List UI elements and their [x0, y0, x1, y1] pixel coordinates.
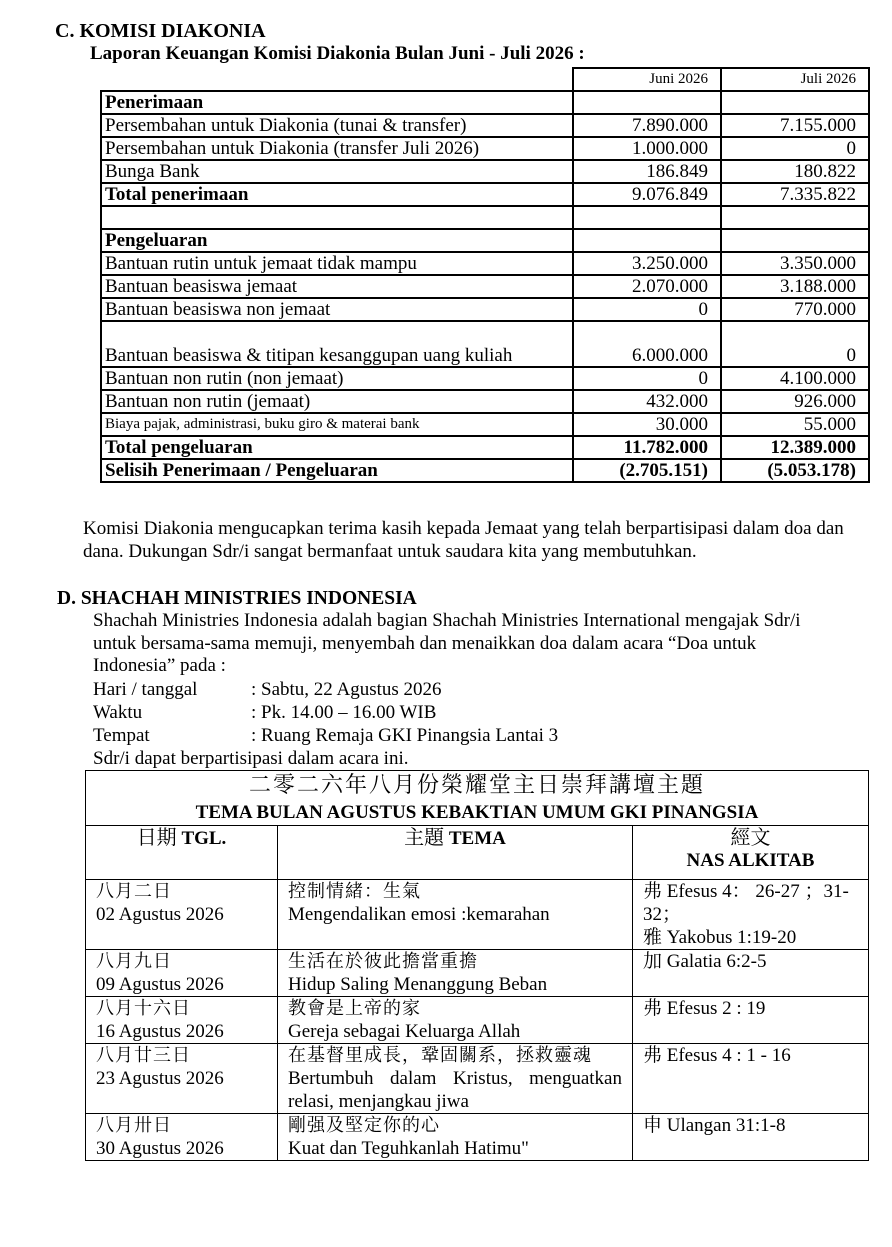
row-label: Total penerimaan — [101, 183, 573, 206]
finance-table — [100, 67, 870, 483]
finance-row — [101, 252, 869, 275]
tema-theme-cell — [278, 1044, 633, 1114]
row-juli: 0 — [721, 137, 869, 160]
row-label: Bantuan rutin untuk jemaat tidak mampu — [101, 252, 573, 275]
row-label: Persembahan untuk Diakonia (transfer Juli 2026) — [101, 137, 573, 160]
row-juli: 55.000 — [721, 413, 869, 436]
theme-id: Bertumbuh dalam Kristus, menguatkan relasi, menjangkau jiwa — [288, 1068, 622, 1112]
tema-theme-cell — [278, 1114, 633, 1161]
header-theme-cn: 主題 — [404, 825, 445, 849]
row-label: Bantuan beasiswa non jemaat — [101, 298, 573, 321]
row-juni: 11.782.000 — [573, 436, 721, 459]
finance-total-row — [101, 436, 869, 459]
date-cn: 八月卅日 — [96, 1115, 172, 1136]
detail-key: Tempat — [93, 725, 150, 746]
theme-id: Gereja sebagai Keluarga Allah — [288, 1021, 521, 1042]
row-juni: 6.000.000 — [573, 321, 721, 367]
date-id: 30 Agustus 2026 — [96, 1138, 224, 1159]
row-juli: 12.389.000 — [721, 436, 869, 459]
header-text-cn: 經文 — [730, 825, 771, 849]
finance-row — [101, 160, 869, 183]
nas-line: 加 Galatia 6:2-5 — [643, 951, 767, 972]
row-juni: 2.070.000 — [573, 275, 721, 298]
row-label — [101, 206, 573, 229]
theme-cn: 教會是上帝的家 — [288, 998, 421, 1019]
row-juni — [573, 91, 721, 114]
tema-theme-cell — [278, 950, 633, 997]
row-juli: 4.100.000 — [721, 367, 869, 390]
row-label: Bantuan beasiswa & titipan kesanggupan uang kuliah — [101, 321, 573, 367]
col-header-juli: Juli 2026 — [721, 68, 869, 91]
tema-theme-cell — [278, 880, 633, 950]
row-juli: 3.350.000 — [721, 252, 869, 275]
tema-title-chinese: 二零二六年八月份榮耀堂主日崇拜講壇主題 — [249, 773, 706, 798]
finance-difference-row — [101, 459, 869, 482]
nas-line: 弗 Efesus 4 : 1 - 16 — [643, 1045, 791, 1066]
date-id: 23 Agustus 2026 — [96, 1068, 224, 1089]
finance-row — [101, 275, 869, 298]
date-id: 16 Agustus 2026 — [96, 1021, 224, 1042]
row-juli: (5.053.178) — [721, 459, 869, 482]
row-label: Persembahan untuk Diakonia (tunai & transfer) — [101, 114, 573, 137]
sermon-theme-table — [85, 770, 869, 1161]
finance-row — [101, 137, 869, 160]
header-date — [86, 826, 278, 880]
row-juni: 0 — [573, 367, 721, 390]
row-juli — [721, 206, 869, 229]
detail-key: Waktu — [93, 702, 143, 723]
row-juni: 186.849 — [573, 160, 721, 183]
tema-nas-cell — [633, 1044, 869, 1114]
date-cn: 八月廿三日 — [96, 1045, 191, 1066]
date-cn: 八月二日 — [96, 881, 172, 902]
tema-row — [86, 1044, 869, 1114]
theme-cn: 剛强及堅定你的心 — [288, 1115, 440, 1136]
row-label: Bunga Bank — [101, 160, 573, 183]
shachah-closing: Sdr/i dapat berpartisipasi dalam acara ini. — [93, 748, 409, 769]
row-label: Pengeluaran — [101, 229, 573, 252]
tema-date-cell — [86, 880, 278, 950]
row-juni: 432.000 — [573, 390, 721, 413]
tema-row — [86, 880, 869, 950]
row-juli: 926.000 — [721, 390, 869, 413]
theme-cn: 控制情緒：生氣 — [288, 881, 421, 902]
date-id: 09 Agustus 2026 — [96, 974, 224, 995]
row-juni: (2.705.151) — [573, 459, 721, 482]
row-label: Bantuan non rutin (jemaat) — [101, 390, 573, 413]
tema-nas-cell — [633, 880, 869, 950]
nas-line: 弗 Efesus 2 : 19 — [643, 998, 766, 1019]
header-theme-id: TEMA — [448, 828, 506, 849]
tema-row — [86, 1114, 869, 1161]
tema-date-cell — [86, 1114, 278, 1161]
nas-line: 申 Ulangan 31:1-8 — [643, 1115, 786, 1136]
finance-row — [101, 390, 869, 413]
row-juli: 7.155.000 — [721, 114, 869, 137]
row-juli: 770.000 — [721, 298, 869, 321]
finance-row — [101, 114, 869, 137]
row-label: Biaya pajak, administrasi, buku giro & materai bank — [101, 413, 573, 436]
section-c-heading: C. KOMISI DIAKONIA — [55, 20, 266, 42]
tema-row — [86, 997, 869, 1044]
detail-value: : Pk. 14.00 – 16.00 WIB — [251, 702, 437, 723]
tema-title-row — [86, 771, 869, 826]
theme-cn: 在基督里成長，鞏固關系，拯救靈魂 — [288, 1045, 592, 1066]
tema-date-cell — [86, 997, 278, 1044]
date-cn: 八月九日 — [96, 951, 172, 972]
row-juli: 180.822 — [721, 160, 869, 183]
tema-date-cell — [86, 1044, 278, 1114]
row-juni — [573, 229, 721, 252]
row-juli — [721, 91, 869, 114]
tema-header-row — [86, 826, 869, 880]
theme-id: Mengendalikan emosi :kemarahan — [288, 904, 550, 925]
col-header-juni: Juni 2026 — [573, 68, 721, 91]
finance-row — [101, 298, 869, 321]
detail-value: : Ruang Remaja GKI Pinangsia Lantai 3 — [251, 725, 559, 746]
finance-total-row — [101, 183, 869, 206]
finance-report-title: Laporan Keuangan Komisi Diakonia Bulan Juni - Juli 2026 : — [90, 43, 585, 64]
tema-nas-cell — [633, 1114, 869, 1161]
finance-row — [101, 413, 869, 436]
tema-date-cell — [86, 950, 278, 997]
finance-row — [101, 229, 869, 252]
finance-empty-row — [101, 206, 869, 229]
row-juli: 7.335.822 — [721, 183, 869, 206]
row-juli — [721, 229, 869, 252]
tema-theme-cell — [278, 997, 633, 1044]
theme-id: Kuat dan Teguhkanlah Hatimu" — [288, 1138, 529, 1159]
header-theme — [278, 826, 633, 880]
detail-value: : Sabtu, 22 Agustus 2026 — [251, 679, 442, 700]
tema-nas-cell — [633, 950, 869, 997]
header-text — [633, 826, 869, 880]
tema-title-indonesian: TEMA BULAN AGUSTUS KEBAKTIAN UMUM GKI PINANGSIA — [195, 802, 759, 823]
row-label: Penerimaan — [101, 91, 573, 114]
section-d-heading: D. SHACHAH MINISTRIES INDONESIA — [57, 588, 417, 609]
finance-row — [101, 321, 869, 367]
row-label: Bantuan beasiswa jemaat — [101, 275, 573, 298]
row-juni: 0 — [573, 298, 721, 321]
finance-header-row — [101, 68, 869, 91]
finance-row — [101, 91, 869, 114]
header-text-id: NAS ALKITAB — [686, 850, 815, 871]
detail-key: Hari / tanggal — [93, 679, 198, 700]
finance-row — [101, 367, 869, 390]
row-label: Bantuan non rutin (non jemaat) — [101, 367, 573, 390]
row-juni: 3.250.000 — [573, 252, 721, 275]
header-date-id: TGL. — [181, 828, 227, 849]
row-juni: 7.890.000 — [573, 114, 721, 137]
theme-cn: 生活在於彼此擔當重擔 — [288, 951, 478, 972]
theme-id: Hidup Saling Menanggung Beban — [288, 974, 548, 995]
shachah-intro: Shachah Ministries Indonesia adalah bagian Shachah Ministries International mengajak Sdr/i untuk bersama-sama memuji, menyembah dan menaikkan doa dalam acara “Doa untuk Indonesia” pada : — [93, 610, 801, 676]
row-label: Selisih Penerimaan / Pengeluaran — [101, 459, 573, 482]
row-juni: 1.000.000 — [573, 137, 721, 160]
tema-row — [86, 950, 869, 997]
row-juni — [573, 206, 721, 229]
date-id: 02 Agustus 2026 — [96, 904, 224, 925]
tema-nas-cell — [633, 997, 869, 1044]
header-date-cn: 日期 — [136, 825, 177, 849]
row-juni: 30.000 — [573, 413, 721, 436]
date-cn: 八月十六日 — [96, 998, 191, 1019]
nas-line: 雅 Yakobus 1:19-20 — [643, 927, 797, 948]
nas-line: 弗 Efesus 4： 26-27 ；31-32； — [643, 881, 849, 925]
row-label: Total pengeluaran — [101, 436, 573, 459]
diakonia-note: Komisi Diakonia mengucapkan terima kasih kepada Jemaat yang telah berpartisipasi dalam doa dan dana. Dukungan Sdr/i sangat bermanfaat untuk saudara kita yang membutuhkan. — [83, 518, 844, 562]
row-juli: 0 — [721, 321, 869, 367]
row-juni: 9.076.849 — [573, 183, 721, 206]
row-juli: 3.188.000 — [721, 275, 869, 298]
